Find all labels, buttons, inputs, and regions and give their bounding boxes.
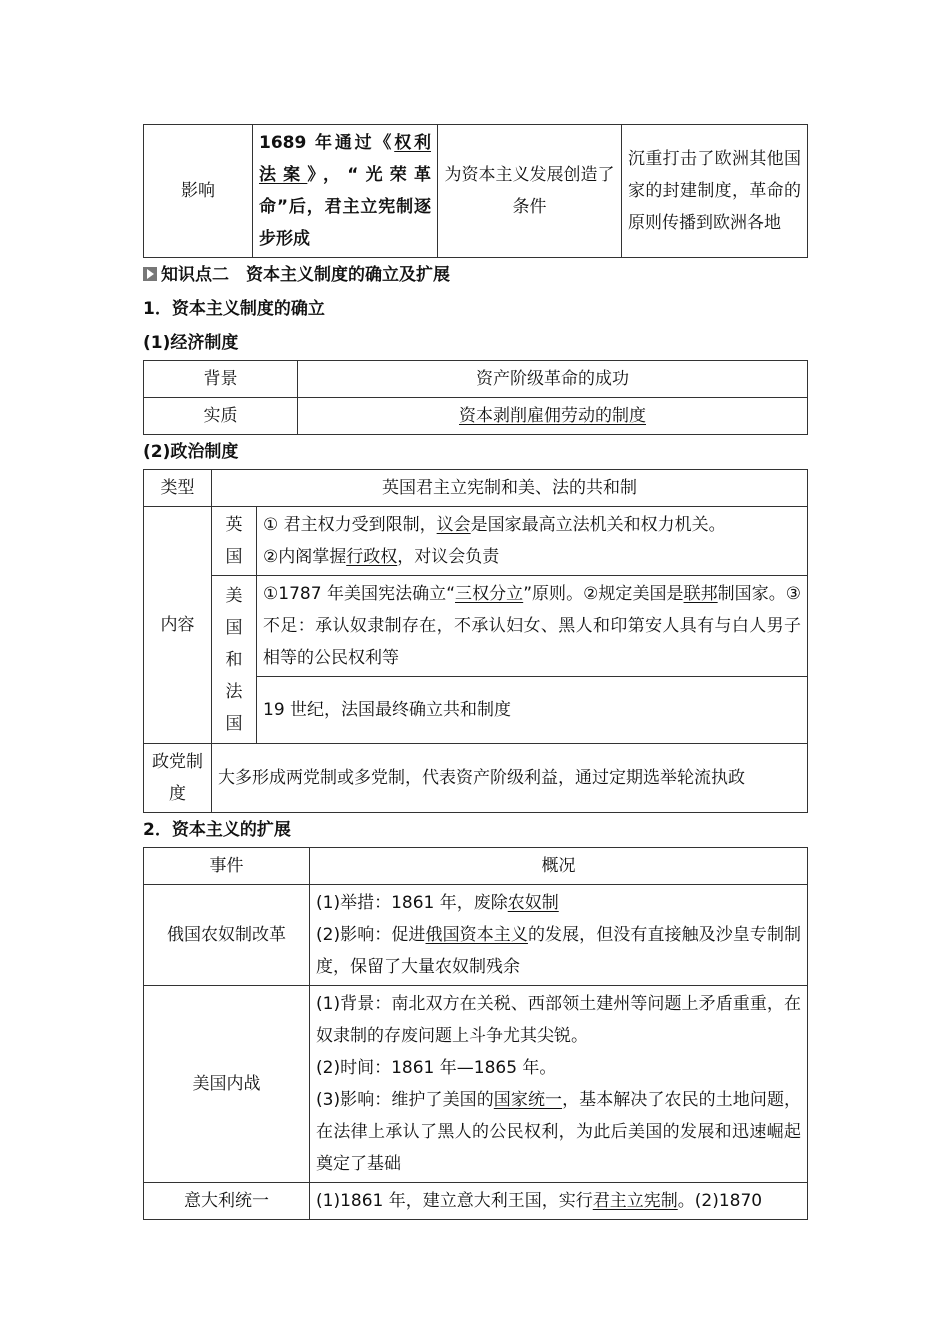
table-row bbox=[144, 470, 808, 507]
table-row bbox=[144, 361, 808, 398]
impact-europe: 沉重打击了欧洲其他国家的封建制度，革命的原则传播到欧洲各地 bbox=[622, 125, 808, 258]
russia-summary: (1)举措：1861 年，废除农奴制 (2)影响：促进俄国资本主义的发展，但没有直接触及沙皇专制制度，保留了大量农奴制残余 bbox=[310, 885, 808, 986]
pol-content-label: 内容 bbox=[144, 507, 212, 744]
political-table bbox=[143, 469, 808, 813]
section-heading: 知识点二 资本主义制度的确立及扩展 bbox=[143, 258, 807, 292]
party-value: 大多形成两党制或多党制，代表资产阶级利益，通过定期选举轮流执政 bbox=[212, 744, 808, 813]
us-content: ①1787 年美国宪法确立“三权分立”原则。②规定美国是联邦制国家。③不足：承认奴隶制存在，不承认妇女、黑人和印第安人具有与白人男子相等的公民权利等 bbox=[257, 576, 808, 677]
econ-bg-label: 背景 bbox=[144, 361, 298, 398]
table-row bbox=[144, 398, 808, 435]
table-row bbox=[144, 885, 808, 986]
economic-table bbox=[143, 360, 808, 435]
italy-summary: (1)1861 年，建立意大利王国，实行君主立宪制。(2)1870 bbox=[310, 1183, 808, 1220]
italy-event: 意大利统一 bbox=[144, 1183, 310, 1220]
econ-nature-value: 资本剥削雇佣劳动的制度 bbox=[298, 398, 808, 435]
econ-bg-value: 资产阶级革命的成功 bbox=[298, 361, 808, 398]
expansion-col-event: 事件 bbox=[144, 848, 310, 885]
impact-table bbox=[143, 124, 808, 258]
table-row bbox=[144, 125, 808, 258]
uk-content: ① 君主权力受到限制，议会是国家最高立法机关和权力机关。 ②内阁掌握行政权，对议会负责 bbox=[257, 507, 808, 576]
pol-type-value: 英国君主立宪制和美、法的共和制 bbox=[212, 470, 808, 507]
table-row bbox=[144, 507, 808, 576]
us-civil-war-event: 美国内战 bbox=[144, 986, 310, 1183]
econ-nature-label: 实质 bbox=[144, 398, 298, 435]
table-row bbox=[144, 1183, 808, 1220]
pol-type-label: 类型 bbox=[144, 470, 212, 507]
table-row bbox=[144, 576, 808, 677]
econ-title: (1)经济制度 bbox=[143, 333, 239, 353]
triangle-bullet-icon bbox=[143, 267, 157, 281]
subheading-establishment: 1．资本主义制度的确立 bbox=[143, 299, 325, 319]
table-row bbox=[144, 848, 808, 885]
table-row bbox=[144, 744, 808, 813]
impact-england: 1689 年通过《权利法案》，“光荣革命”后，君主立宪制逐步形成 bbox=[253, 125, 438, 258]
us-civil-war-summary: (1)背景：南北双方在关税、西部领土建州等问题上矛盾重重，在奴隶制的存废问题上斗争尤其尖锐。 (2)时间：1861 年—1865 年。 (3)影响：维护了美国的国家统一，基本解决了农民的土地问题，在法律上承认了黑人的公民权利，为此后美国的发展和迅速崛起奠定了基础 bbox=[310, 986, 808, 1183]
subheading-expansion: 2．资本主义的扩展 bbox=[143, 820, 291, 840]
party-label: 政党制度 bbox=[144, 744, 212, 813]
fr-content: 19 世纪，法国最终确立共和制度 bbox=[257, 677, 808, 744]
expansion-table bbox=[143, 847, 808, 1220]
impact-capitalism: 为资本主义发展创造了条件 bbox=[438, 125, 622, 258]
impact-label: 影响 bbox=[144, 125, 253, 258]
us-fr-label: 美国和法国 bbox=[212, 576, 257, 744]
russia-event: 俄国农奴制改革 bbox=[144, 885, 310, 986]
expansion-col-summary: 概况 bbox=[310, 848, 808, 885]
table-row bbox=[144, 986, 808, 1183]
uk-label: 英国 bbox=[212, 507, 257, 576]
pol-title: (2)政治制度 bbox=[143, 442, 239, 462]
page-content bbox=[143, 124, 807, 1220]
